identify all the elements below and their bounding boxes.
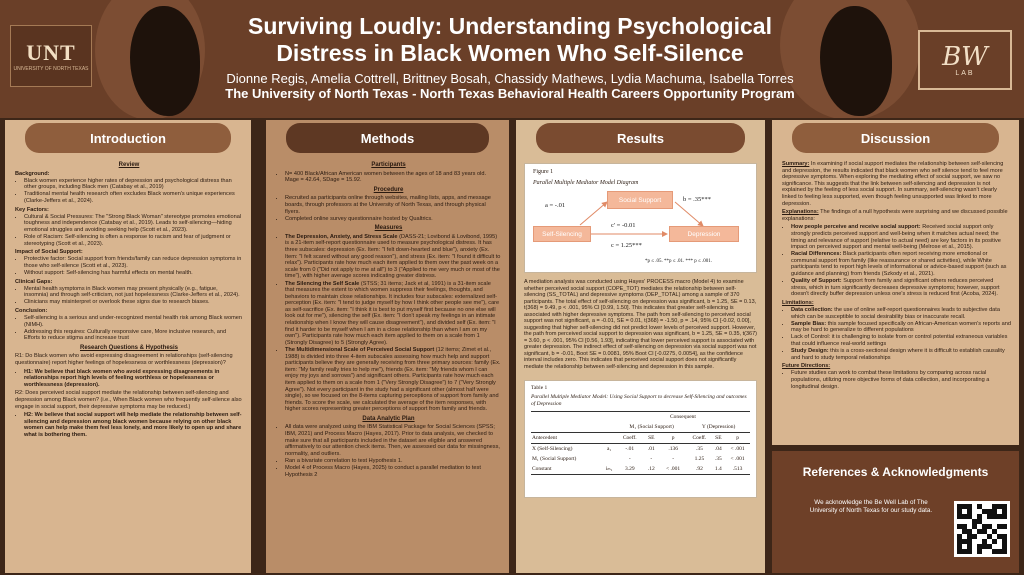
mediation-figure: [524, 163, 757, 273]
introduction-heading: Introduction: [25, 123, 231, 153]
woman-silhouette-right: [820, 6, 892, 116]
table-header: Coeff.: [687, 433, 711, 444]
table-cell: -: [672, 456, 675, 462]
path-a-label: a = -.01: [545, 202, 566, 209]
table-header: Antecedent: [531, 433, 602, 444]
table-cell: 1.25: [694, 456, 705, 462]
table-cell: 1.4: [712, 464, 726, 475]
background-label: Background:: [15, 170, 50, 177]
node-depression: Depression: [669, 226, 739, 242]
table-header: Consequent: [616, 412, 750, 423]
list-item: • Black women experience higher rates of depression and psychological distress than other groups, including Black men (Catabay et al., 2019): [24, 178, 243, 191]
measure-mspss: [285, 347, 501, 413]
table-cell: Constant: [531, 464, 602, 475]
results-table: [524, 380, 757, 498]
table-header: [602, 433, 616, 444]
references-heading: References & Acknowledgments: [802, 465, 989, 479]
impact-label: Impact of Social Support:: [15, 249, 83, 256]
references-panel: [772, 451, 1019, 573]
limitation-item: • Lack of Control: it is challenging to isolate from or control potential extraneous variables that could influence real-world settings: [791, 334, 1011, 347]
table-cell: X (Self-Silencing): [532, 446, 573, 452]
explanations-label: Explanations:: [782, 209, 819, 216]
limitations-label: Limitations:: [782, 299, 814, 306]
table-cell: < .001: [730, 446, 745, 452]
methods-panel: [266, 120, 509, 573]
table-cell: .92: [687, 464, 711, 475]
table-cell: .35: [714, 456, 722, 462]
explanation-item: • Quality of Support: Support from family and significant others reduces perceived stress, which in turn significantly decreases depressive symptoms; however, support doesn't directly buffer depression unless one's stress is reduced first (Acoba, 2024).: [791, 278, 1011, 298]
table-cell: .01: [647, 446, 655, 452]
woman-silhouette-left: [130, 6, 200, 116]
list-item: • Cultural & Social Pressures: The "Strong Black Woman" stereotype promotes emotional toughness and independence (Catabay et al., 2019). Leads to self-silencing—hiding emotional struggles and avoiding seeking help (Scott et al., 2023).: [24, 214, 243, 234]
poster-title: Surviving Loudly: Understanding Psychological Distress in Black Women Who Self-Silence: [248, 13, 772, 66]
path-b-arrow: [675, 202, 703, 226]
table-cell: .04: [714, 446, 722, 452]
list-item: • Protective factor: Social support from friends/family can reduce depression symptoms in those who self-silence (Scott et al., 2023).: [24, 256, 243, 269]
table-cell: [531, 422, 616, 433]
figure-arrows: [525, 164, 756, 274]
table-header: M₁ (Social Support): [616, 422, 687, 433]
table-row: [531, 464, 750, 475]
limitation-item: • Study Design: this is a cross-sectional design where it is difficult to establish causality and hard to study temporal relationships: [791, 348, 1011, 361]
list-item: • Model 4 of Process Macro (Hayes, 2025) to conduct a parallel mediation to test Hypothesis 2: [285, 465, 501, 478]
authors: Dionne Regis, Amelia Cottrell, Brittney Bosah, Chassidy Mathews, Lydia Machuma, Isabella Torres: [226, 71, 794, 86]
table-cell: < .001: [730, 456, 745, 462]
list-item: • Without support: Self-silencing has harmful effects on mental health.: [24, 270, 243, 277]
node-social-support: Social Support: [607, 191, 673, 209]
acknowledgment-text: We acknowledge the Be Well Lab of The University of North Texas for our study data.: [809, 499, 933, 514]
table-header: p: [725, 433, 750, 444]
table-cell: -: [650, 456, 653, 462]
list-item: • Role of Racism: Self-silencing is often a response to racism and fear of judgment or stereotyping (Scott et al., 2023).: [24, 234, 243, 247]
results-paragraph: A mediation analysis was conducted using Hayes' PROCESS macro (Model 4) to examine whether perceived social support (COPE_TOT) mediates the relationship between self-silencing (SS_TOTAL) and depressive symptoms (DEP_TOTAL) among a sample of 370 participants. The total effect of self-silencing on depression was significant, b = 1.25, SE = 0.13, t(368) = 9.49, p < .001, 95% CI [0.99, 1.50]. This indicates that greater self-silencing is associated with higher depressive symptoms. The path from self-silencing to perceived social support was not significant, a = -0.01, SE = 0.01, t(368) = -1.50, p = .14, 95% CI [-0.02, 0.00], suggesting that higher self-silencing did not predict lower levels of perceived support. However, the path from perceived social support to depression was significant, b = 1.25, SE = 0.35, t(367) = 3.60, p < .001, 95% CI [0.56, 1.93], indicating that lower perceived support is associated with greater depression. The indirect effect of self-silencing on depression via social support was not significant, b = -0.01, Boot SE = 0.0081, 95% Boot CI [-0.0275, 0.0054], as the confidence interval includes zero. This indicates that perceived social support does not significantly mediate the relationship between self-silencing and depression in this sample.: [524, 279, 757, 370]
table-cell: 3.29: [616, 464, 644, 475]
mediation-table: [531, 411, 750, 475]
figure-label: Figure 1: [533, 169, 554, 175]
table-header: SE: [644, 433, 659, 444]
table-header: SE: [712, 433, 726, 444]
table-header: Coeff.: [616, 433, 644, 444]
table-cell: [602, 454, 616, 464]
qr-code-pattern: [957, 504, 1007, 554]
measures-heading: Measures: [374, 225, 403, 232]
measure-stss: [285, 281, 501, 347]
measure-name: The Depression, Anxiety, and Stress Scale: [285, 233, 398, 240]
list-item: • Recruited as participants online through websites, mailing lists, apps, and message boards, through professors at the University of North Texas, and through physical flyers.: [285, 195, 501, 215]
list-item: • Self-silencing is a serious and under-recognized mental health risk among Black women (NIMH).: [24, 315, 243, 328]
list-item: • Addressing this requires: Culturally responsive care, More inclusive research, and Efforts to reduce stigma and increase trust: [24, 329, 243, 342]
methods-heading: Methods: [286, 123, 489, 153]
table-cell: -.01: [625, 446, 635, 452]
table-cell: [531, 412, 616, 423]
unt-logo: UNT UNIVERSITY OF NORTH TEXAS: [10, 25, 92, 87]
discussion-panel: [772, 120, 1019, 445]
table-cell: M₁ (Social Support): [532, 456, 577, 462]
summary-label: Summary:: [782, 161, 810, 167]
node-self-silencing: Self-Silencing: [533, 226, 591, 242]
poster-header: [0, 0, 1024, 118]
table-row: [531, 454, 750, 464]
path-c-label: c = 1.25***: [611, 242, 642, 249]
table-cell: .35: [695, 446, 703, 452]
list-item: • N= 400 Black/African American women between the ages of 18 and 83 years old. Mage = 42.64, SDage = 15.92.: [285, 171, 501, 184]
table-title: Parallel Multiple Mediator Model: Using Social Support to decrease Self-Silencing and outcomes of Depression: [531, 394, 747, 407]
table-label: Table 1: [531, 385, 548, 391]
path-cprime-label: c' = -0.01: [611, 222, 636, 229]
explanations-text: The findings of a null hypothesis were surprising and we discussed possible explanations:: [782, 209, 1008, 222]
discussion-heading: Discussion: [792, 123, 999, 153]
limitation-item: • Data collection: the use of online self-report questionnaires leads to subjective data which can be susceptible to social desirability bias or inaccurate recall.: [791, 307, 1011, 320]
clinical-gaps-label: Clinical Gaps:: [15, 278, 53, 285]
measure-text: (12 items; Zimet et al., 1988) is divided into three 4-item subscales assessing how much help and support participants believe they are generally receiving from three primary sources: family (Ex. item: "My family really tries to help me"), friends (Ex. item: "My friends whom I can enjoy my joys and sorrows") and significant others. Participants rate how much each item applied to them on a scale from 1 ("Very Strongly Disagree") to 7 ("Very Strongly Agree"). Not every participant in the study had a significant other (almost half were single), so we focused on the 8-items capturing perceptions of support from family and friends. To score the scale, we calculated the average of the item responses, with higher scores representing greater perceptions of support from family and friends.: [285, 346, 501, 413]
results-panel: [516, 120, 765, 573]
affiliation: The University of North Texas - North Texas Behavioral Health Careers Opportunity Program: [225, 86, 795, 101]
measure-text: (STSS; 31 items; Jack et al, 1991) is a 31-item scale that measures the extent to which women suppress their feelings, thoughts, and behaviors to maintain close relationships. It includes four subscales: externalized self-perception (Ex. item: "I tend to judge myself by how I think other people see me"), care as self-sacrifice (Ex. item: "I think it is best to put myself first because no one else will look out for me"), silencing the self (Ex. item: "I don't speak my feelings in an intimate relationship when I know they will cause disagreement"), and divided self (Ex. item: "I find it harder to be myself when I am in a close relationship than when I am on my own"). Participants rate how much each item applied to them on a scale from 1 (Strongly Disagree) to 5 (Strongly Agree).: [285, 280, 500, 346]
key-factors-label: Key Factors:: [15, 206, 49, 213]
measure-name: The Multidimensional Scale of Perceived Social Support: [285, 346, 435, 353]
table-cell: < .001: [659, 464, 687, 475]
conclusion-label: Conclusion:: [15, 307, 48, 314]
participants-heading: Participants: [371, 162, 406, 168]
table-header: Y (Depression): [687, 422, 750, 433]
list-item: • All data were analyzed using the IBM Statistical Package for Social Sciences (SPSS; IBM, 2021) and Process Macro (Hayes, 2017). Prior to data analysis, we checked to make sure that all participants included in the dataset are eligible and answered affirmatively to our attention check items. Then, we assessed our data for missingness, normality, and outliers.: [285, 424, 501, 457]
table-cell: iₘ₁: [602, 464, 616, 475]
measure-dass: [285, 234, 501, 280]
list-item: • Future studies can work to combat these limitations by comparing across racial populations, utilizing more objective forms of data collection, and incorporating a longitudinal design.: [791, 370, 1011, 390]
table-cell: .136: [668, 446, 678, 452]
limitation-item: • Sample Bias: this sample focused specifically on African-American women's reports and may be hard to generalize to different populations: [791, 321, 1011, 334]
list-item: • Clinicians may misinterpret or overlook these signs due to research biases.: [24, 299, 243, 306]
data-analytic-plan-heading: Data Analytic Plan: [362, 415, 415, 422]
explanation-item: • How people perceive and receive social support: Received social support only strongly predicts perceived support and well-being when it matches actual need; the timing and relevance of support (relative to actual need) are key factors in its positive impact on perceived support and mental well-being (Melrose et al., 2015).: [791, 224, 1011, 250]
review-heading: Review: [118, 162, 140, 168]
hypothesis-1: • H1: We believe that black women who avoid expressing disagreements in relationships report high levels of feeling worthless or hopelessness or worthlessness (depression).: [24, 369, 243, 389]
table-header: p: [659, 433, 687, 444]
explanation-item: • Racial Differences: Black participants often report receiving more emotional or communal support from family (like reassurance or shared activities), while White participants tend to report high levels of informational or advice-based support (such as guidance and planning) from friends (Szkody et al., 2021).: [791, 251, 1011, 277]
measure-name: The Silencing the Self Scale: [285, 280, 360, 287]
qr-code[interactable]: [954, 501, 1010, 557]
table-cell: -: [628, 456, 631, 462]
results-heading: Results: [536, 123, 745, 153]
table-cell: .513: [725, 464, 750, 475]
list-item: • Traditional mental health research often excludes Black women's unique experiences (Clarke-Jeffers et al., 2024).: [24, 191, 243, 204]
research-question-2: R2: Does perceived social support mediate the relationship between self-silencing and depression among Black women? (i.e., When Black women who frequently self-silence also engage in social support, their depressive symptoms may be reduced.): [15, 390, 242, 410]
measure-text: (DASS-21; Lovibond & Lovibond, 1995) is a 21-item self-report questionnaire used to measure psychological distress. It has three subscales: depression (Ex. Item: "I felt down-hearted and blue"), anxiety (Ex. Item: "I felt scared without any good reason"), and stress (Ex. item: "I found it difficult to relax"). Participants rate how much each item applied to them over the past week on a scale from 0 ("Did not apply to me at all") to 3 ("Applied to me very much or most of the time"), with higher average scores indicating greater distress.: [285, 233, 501, 280]
table-row: [531, 444, 750, 455]
summary-text: In examining if social support mediates the relationship between self-silencing and depression, the results indicated that black women who self silence tend to feel more depressive symptoms. When exploring the mediating effect of social support, we saw no significance. This suggests that the link between self-silencing and depression is not explained by the feeling of less social support. In summary, self-silencing wasn't clearly linked to feeling less supported, even though feeling unsupported was linked to more depression.: [782, 161, 1004, 207]
research-questions-heading: Research Questions & Hypothesis: [79, 344, 179, 351]
figure-title: Parallel Multiple Mediator Model Diagram: [533, 180, 639, 186]
table-cell: a₁: [606, 446, 612, 452]
qr-module: [1002, 549, 1007, 554]
list-item: • Mental health symptoms in Black women may present physically (e.g., fatigue, insomnia) and through self-criticism, not just hopelessness (Clarke-Jeffers et al., 2024).: [24, 286, 243, 299]
be-well-lab-logo: BW LAB: [918, 30, 1012, 90]
list-item: • Ran a bivariate correlation to test Hypothesis 1.: [285, 458, 501, 465]
list-item: • Completed online survey questionnaire hosted by Qualtrics.: [285, 216, 501, 223]
introduction-panel: [5, 120, 251, 573]
research-question-1: R1: Do Black women who avoid expressing disagreement in relationships (self-silencing questionnaire) report higher feelings of hopelessness or worthlessness (depression)?: [15, 353, 233, 367]
table-cell: .12: [644, 464, 659, 475]
significance-note: *p ≤ .05. **p ≤ .01. *** p ≤ .001.: [645, 259, 712, 264]
path-b-label: b = .35***: [683, 196, 712, 203]
hypothesis-2: • H2: We believe that social support will help mediate the relationship between self-silencing and depression among black women because relying on other black women can help make them feel less lonely, and more likely to open up and share what is bothering them.: [24, 412, 243, 438]
procedure-heading: Procedure: [373, 186, 404, 193]
future-directions-label: Future Directions:: [782, 363, 831, 370]
path-a-arrow: [580, 202, 607, 225]
